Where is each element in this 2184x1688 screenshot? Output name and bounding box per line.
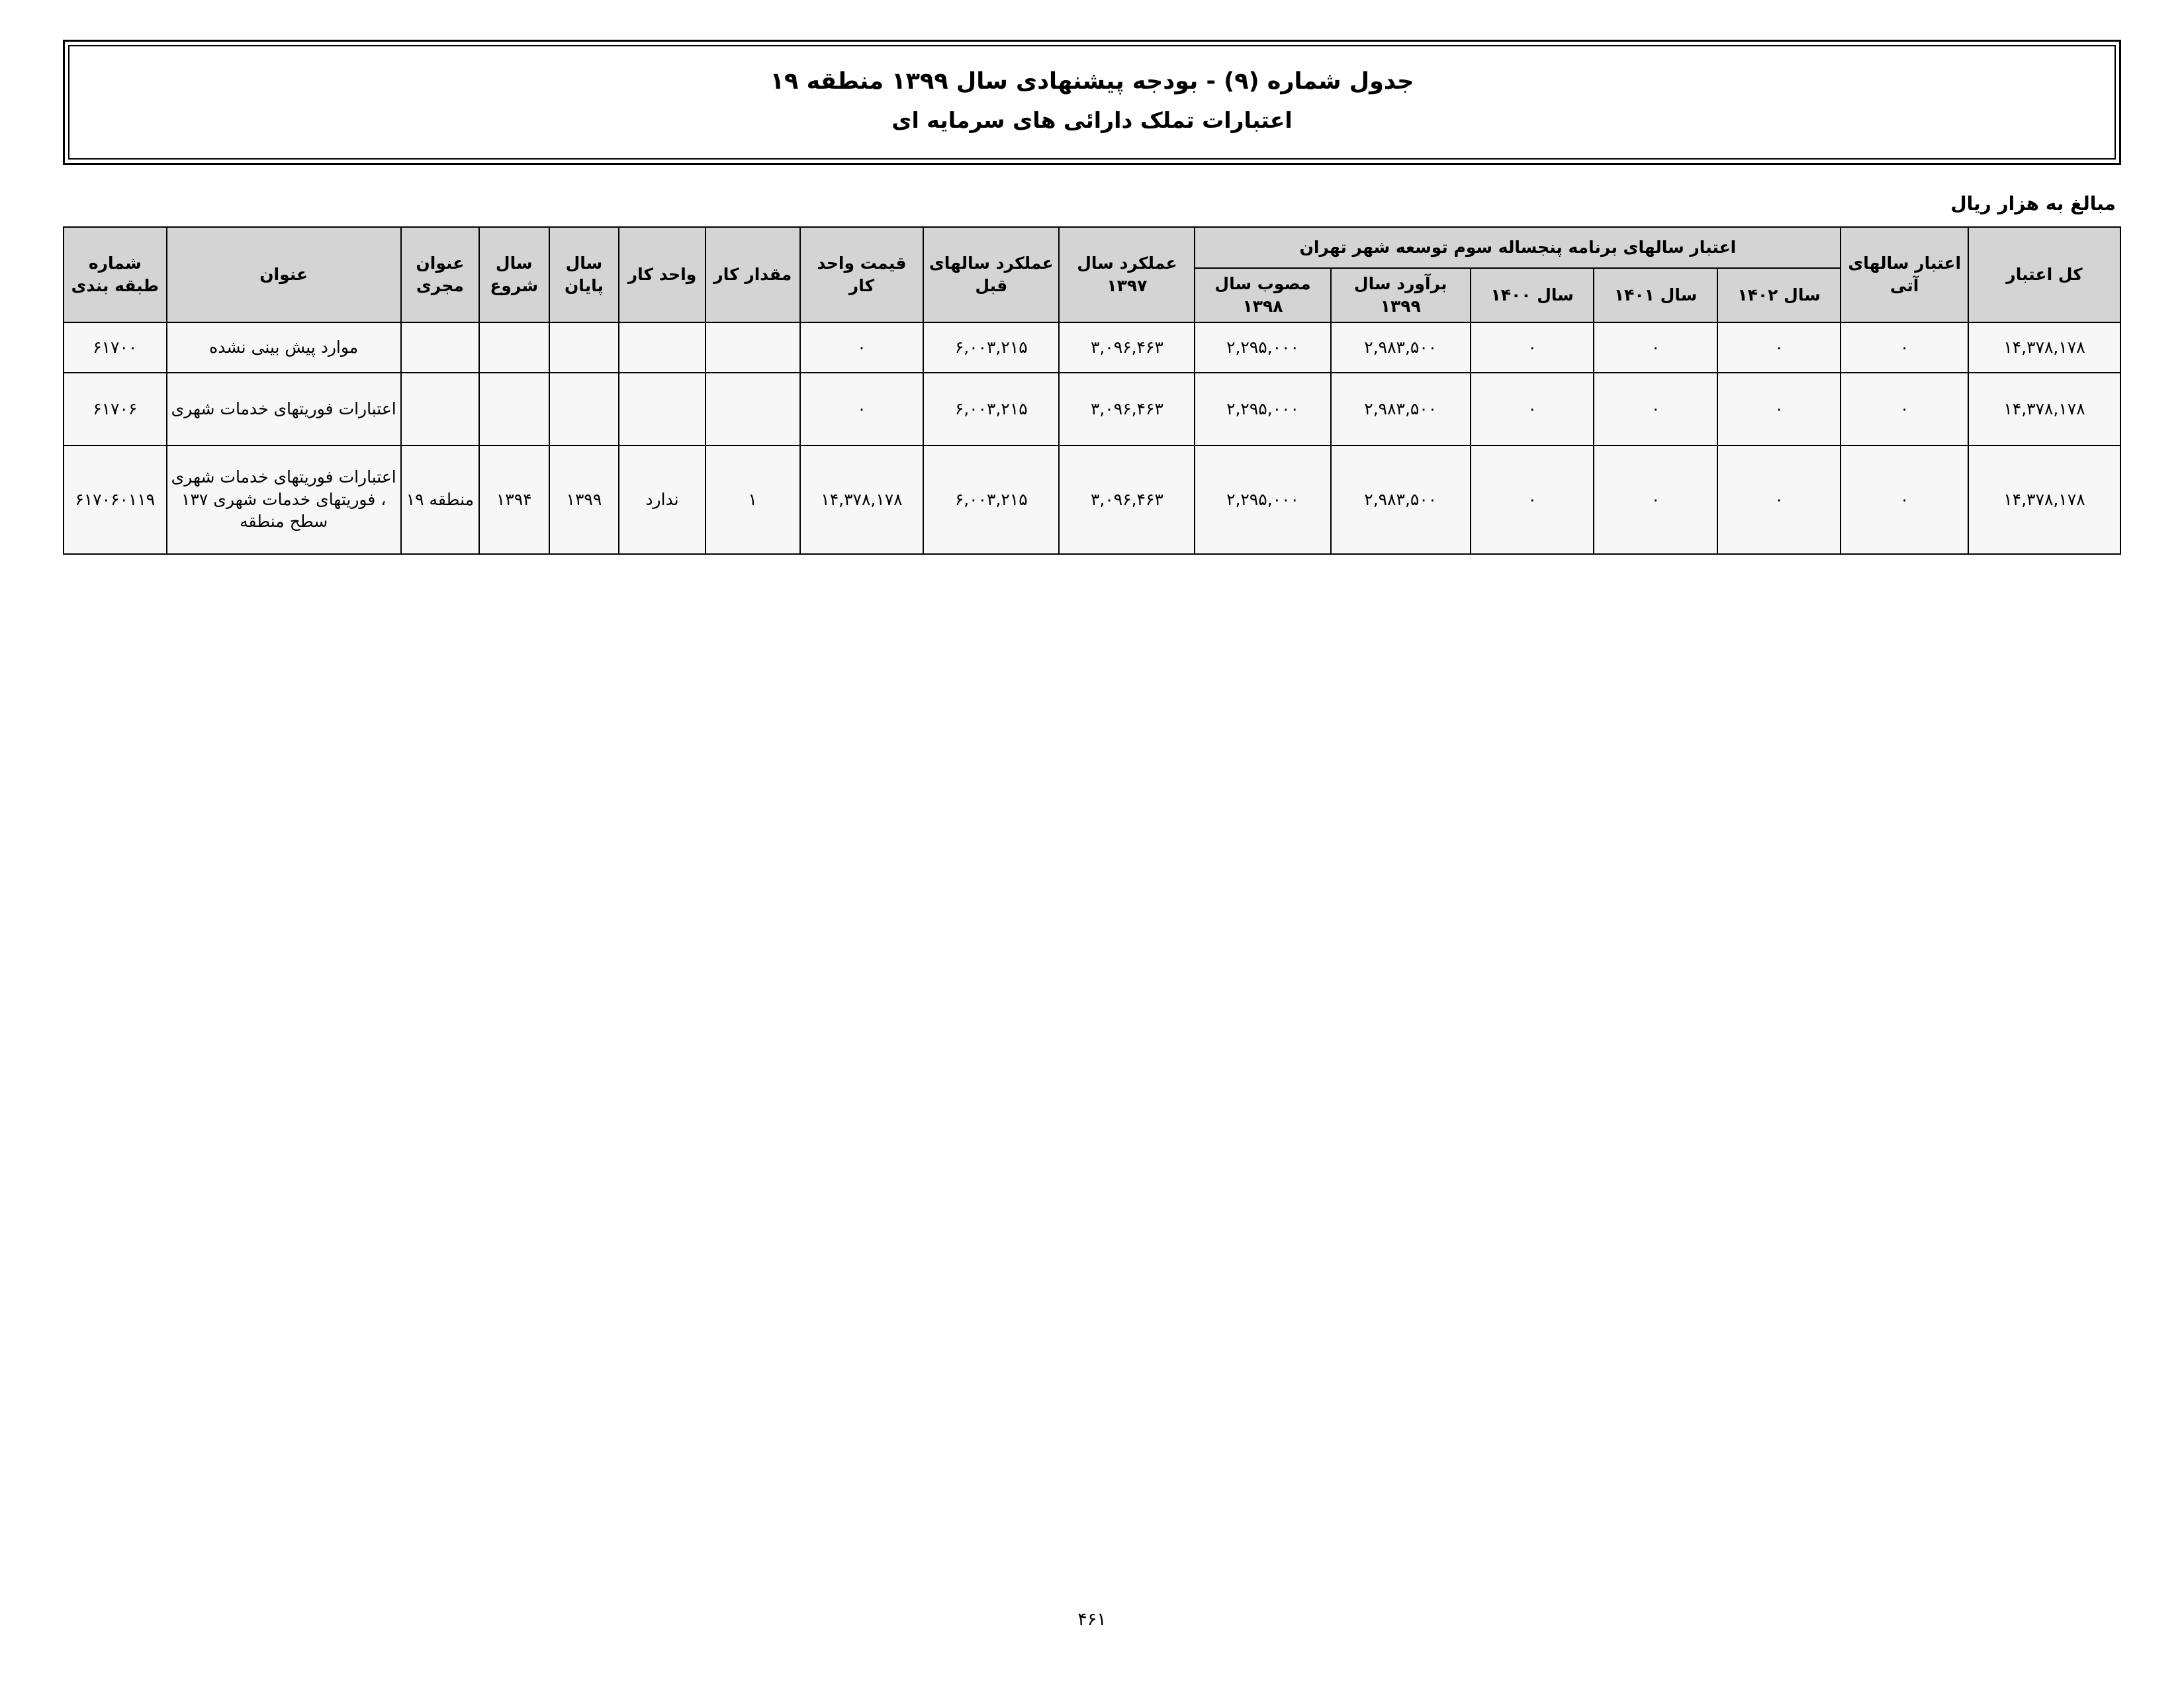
title-box-inner (68, 45, 2116, 160)
page-number: ۴۶۱ (1077, 1609, 1107, 1630)
cell-year-1402: ۰ (1717, 445, 1841, 554)
header-group-five-year-plan: اعتبار سالهای برنامه پنجساله سوم توسعه شهر تهران (1195, 227, 1841, 268)
cell-work-unit (619, 373, 705, 445)
cell-future-years-credit: ۰ (1841, 322, 1968, 373)
cell-total-credit: ۱۴,۳۷۸,۱۷۸ (1968, 373, 2120, 445)
cell-end-year: ۱۳۹۹ (549, 445, 619, 554)
cell-approved-1398: ۲,۲۹۵,۰۰۰ (1195, 373, 1330, 445)
page-title: جدول شماره (۹) - بودجه پیشنهادی سال ۱۳۹۹ منطقه ۱۹ (770, 68, 1414, 95)
units-caption: مبالغ به هزار ریال (1950, 193, 2116, 215)
cell-executor: منطقه ۱۹ (401, 445, 479, 554)
cell-work-unit (619, 322, 705, 373)
header-unit-price: قیمت واحد کار (800, 227, 923, 322)
cell-title: اعتبارات فوریتهای خدمات شهری ، فوریتهای خدمات شهری ۱۳۷ سطح منطقه (167, 445, 401, 554)
header-class-number: شماره طبقه بندی (64, 227, 167, 322)
cell-unit-price: ۰ (800, 322, 923, 373)
cell-year-1400: ۰ (1471, 373, 1594, 445)
header-estimate-1399: برآورد سال ۱۳۹۹ (1331, 268, 1471, 322)
cell-approved-1398: ۲,۲۹۵,۰۰۰ (1195, 322, 1330, 373)
header-work-unit: واحد کار (619, 227, 705, 322)
cell-work-unit: ندارد (619, 445, 705, 554)
cell-unit-price: ۰ (800, 373, 923, 445)
cell-future-years-credit: ۰ (1841, 445, 1968, 554)
cell-class-number: ۶۱۷۰۰ (64, 322, 167, 373)
header-end-year: سال پایان (549, 227, 619, 322)
header-year-1400: سال ۱۴۰۰ (1471, 268, 1594, 322)
header-executor: عنوان مجری (401, 227, 479, 322)
cell-executor (401, 373, 479, 445)
cell-year-1400: ۰ (1471, 322, 1594, 373)
header-future-years-credit: اعتبار سالهای آتی (1841, 227, 1968, 322)
header-total-credit: کل اعتبار (1968, 227, 2120, 322)
header-performance-previous-years: عملکرد سالهای قبل (923, 227, 1059, 322)
cell-work-amount (705, 373, 800, 445)
cell-performance-previous-years: ۶,۰۰۳,۲۱۵ (923, 373, 1059, 445)
table-row (64, 322, 2120, 373)
table-row (64, 445, 2120, 554)
cell-performance-previous-years: ۶,۰۰۳,۲۱۵ (923, 445, 1059, 554)
header-work-amount: مقدار کار (705, 227, 800, 322)
cell-year-1401: ۰ (1594, 322, 1717, 373)
cell-estimate-1399: ۲,۹۸۳,۵۰۰ (1331, 445, 1471, 554)
page-subtitle: اعتبارات تملک دارائی های سرمایه ای (891, 107, 1293, 134)
cell-future-years-credit: ۰ (1841, 373, 1968, 445)
cell-approved-1398: ۲,۲۹۵,۰۰۰ (1195, 445, 1330, 554)
cell-title: اعتبارات فوریتهای خدمات شهری (167, 373, 401, 445)
cell-start-year (479, 373, 549, 445)
title-box (63, 40, 2121, 165)
header-year-1401: سال ۱۴۰۱ (1594, 268, 1717, 322)
table-row (64, 373, 2120, 445)
cell-total-credit: ۱۴,۳۷۸,۱۷۸ (1968, 322, 2120, 373)
cell-total-credit: ۱۴,۳۷۸,۱۷۸ (1968, 445, 2120, 554)
cell-work-amount (705, 322, 800, 373)
header-performance-1397: عملکرد سال ۱۳۹۷ (1059, 227, 1195, 322)
header-title: عنوان (167, 227, 401, 322)
cell-end-year (549, 373, 619, 445)
cell-start-year: ۱۳۹۴ (479, 445, 549, 554)
cell-start-year (479, 322, 549, 373)
table-body (64, 322, 2120, 554)
header-year-1402: سال ۱۴۰۲ (1717, 268, 1841, 322)
cell-class-number: ۶۱۷۰۶۰۱۱۹ (64, 445, 167, 554)
cell-executor (401, 322, 479, 373)
cell-unit-price: ۱۴,۳۷۸,۱۷۸ (800, 445, 923, 554)
cell-year-1402: ۰ (1717, 373, 1841, 445)
table-header-group-row (64, 227, 2120, 268)
header-approved-1398: مصوب سال ۱۳۹۸ (1195, 268, 1330, 322)
cell-class-number: ۶۱۷۰۶ (64, 373, 167, 445)
cell-performance-previous-years: ۶,۰۰۳,۲۱۵ (923, 322, 1059, 373)
cell-performance-1397: ۳,۰۹۶,۴۶۳ (1059, 373, 1195, 445)
header-start-year: سال شروع (479, 227, 549, 322)
cell-year-1401: ۰ (1594, 373, 1717, 445)
cell-year-1400: ۰ (1471, 445, 1594, 554)
cell-performance-1397: ۳,۰۹۶,۴۶۳ (1059, 445, 1195, 554)
cell-performance-1397: ۳,۰۹۶,۴۶۳ (1059, 322, 1195, 373)
budget-table (63, 226, 2121, 555)
cell-end-year (549, 322, 619, 373)
cell-estimate-1399: ۲,۹۸۳,۵۰۰ (1331, 373, 1471, 445)
cell-work-amount: ۱ (705, 445, 800, 554)
cell-year-1401: ۰ (1594, 445, 1717, 554)
cell-title: موارد پیش بینی نشده (167, 322, 401, 373)
cell-year-1402: ۰ (1717, 322, 1841, 373)
cell-estimate-1399: ۲,۹۸۳,۵۰۰ (1331, 322, 1471, 373)
